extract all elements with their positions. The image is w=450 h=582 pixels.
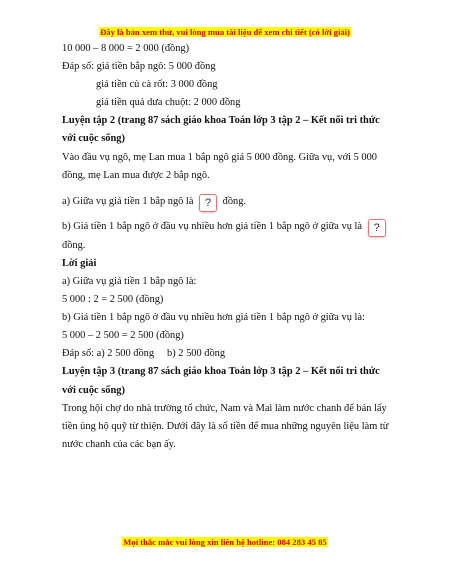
previous-answer-line-2: giá tiền củ cà rốt: 3 000 đồng [96, 79, 218, 91]
preview-notice-banner [0, 27, 450, 37]
exercise-3-body: Trong hội chợ do nhà trường tổ chức, Nam và Mai làm nước chanh để bán lấy tiền ủng hộ quỹ từ thiện. Dưới đây là số tiền để mua những nguyên liệu làm từ nước chanh của các bạn ấy. [62, 402, 389, 450]
exercise-2-intro: Vào đầu vụ ngô, mẹ Lan mua 1 bắp ngô giá 5 000 đồng. Giữa vụ, với 5 000 đồng, mẹ Lan mua được 2 bắp ngô. [62, 151, 378, 181]
solution-heading: Lời giải [62, 257, 97, 269]
question-b [62, 218, 392, 237]
hotline-banner [0, 537, 450, 547]
solution-line-2: 5 000 : 2 = 2 500 (đồng) [62, 294, 164, 306]
document-body [62, 40, 392, 454]
previous-calculation: 10 000 – 8 000 = 2 000 (đồng) [62, 43, 190, 54]
exercise-3-title: Luyện tập 3 (trang 87 sách giáo khoa Toán lớp 3 tập 2 – Kết nối tri thức với cuộc sống) [62, 366, 380, 396]
solution-line-3: b) Giá tiền 1 bắp ngô ở đầu vụ nhiều hơn giá tiền 1 bắp ngô ở giữa vụ là: [62, 312, 365, 324]
solution-line-1: a) Giữa vụ giá tiền 1 bắp ngô là: [62, 275, 197, 287]
solution-final-answer: Đáp số: a) 2 500 đồng b) 2 500 đồng [62, 348, 226, 360]
preview-notice-text: Đây là bản xem thử, vui lòng mua tài liệu để xem chi tiết (có lời giải) [100, 27, 350, 37]
question-b-unit: đồng. [62, 239, 86, 251]
previous-answer-line-1: Đáp số: giá tiền bắp ngô: 5 000 đồng [62, 61, 216, 73]
answer-box-a[interactable]: ? [199, 194, 217, 212]
question-a-text: a) Giữa vụ giá tiền 1 bắp ngô là [62, 195, 194, 207]
question-a-unit: đồng. [222, 195, 247, 207]
exercise-2-title: Luyện tập 2 (trang 87 sách giáo khoa Toán lớp 3 tập 2 – Kết nối tri thức với cuộc sống) [62, 115, 380, 145]
answer-box-b[interactable]: ? [368, 219, 386, 237]
question-b-text: b) Giá tiền 1 bắp ngô ở đầu vụ nhiều hơn giá tiền 1 bắp ngô ở giữa vụ là [62, 220, 363, 232]
solution-line-4: 5 000 – 2 500 = 2 500 (đồng) [62, 330, 184, 342]
question-a [62, 193, 392, 212]
hotline-text: Mọi thắc mắc vui lòng xin liên hệ hotline: 084 283 45 85 [123, 537, 327, 547]
previous-answer-line-3: giá tiền quả dưa chuột: 2 000 đồng [96, 97, 241, 109]
